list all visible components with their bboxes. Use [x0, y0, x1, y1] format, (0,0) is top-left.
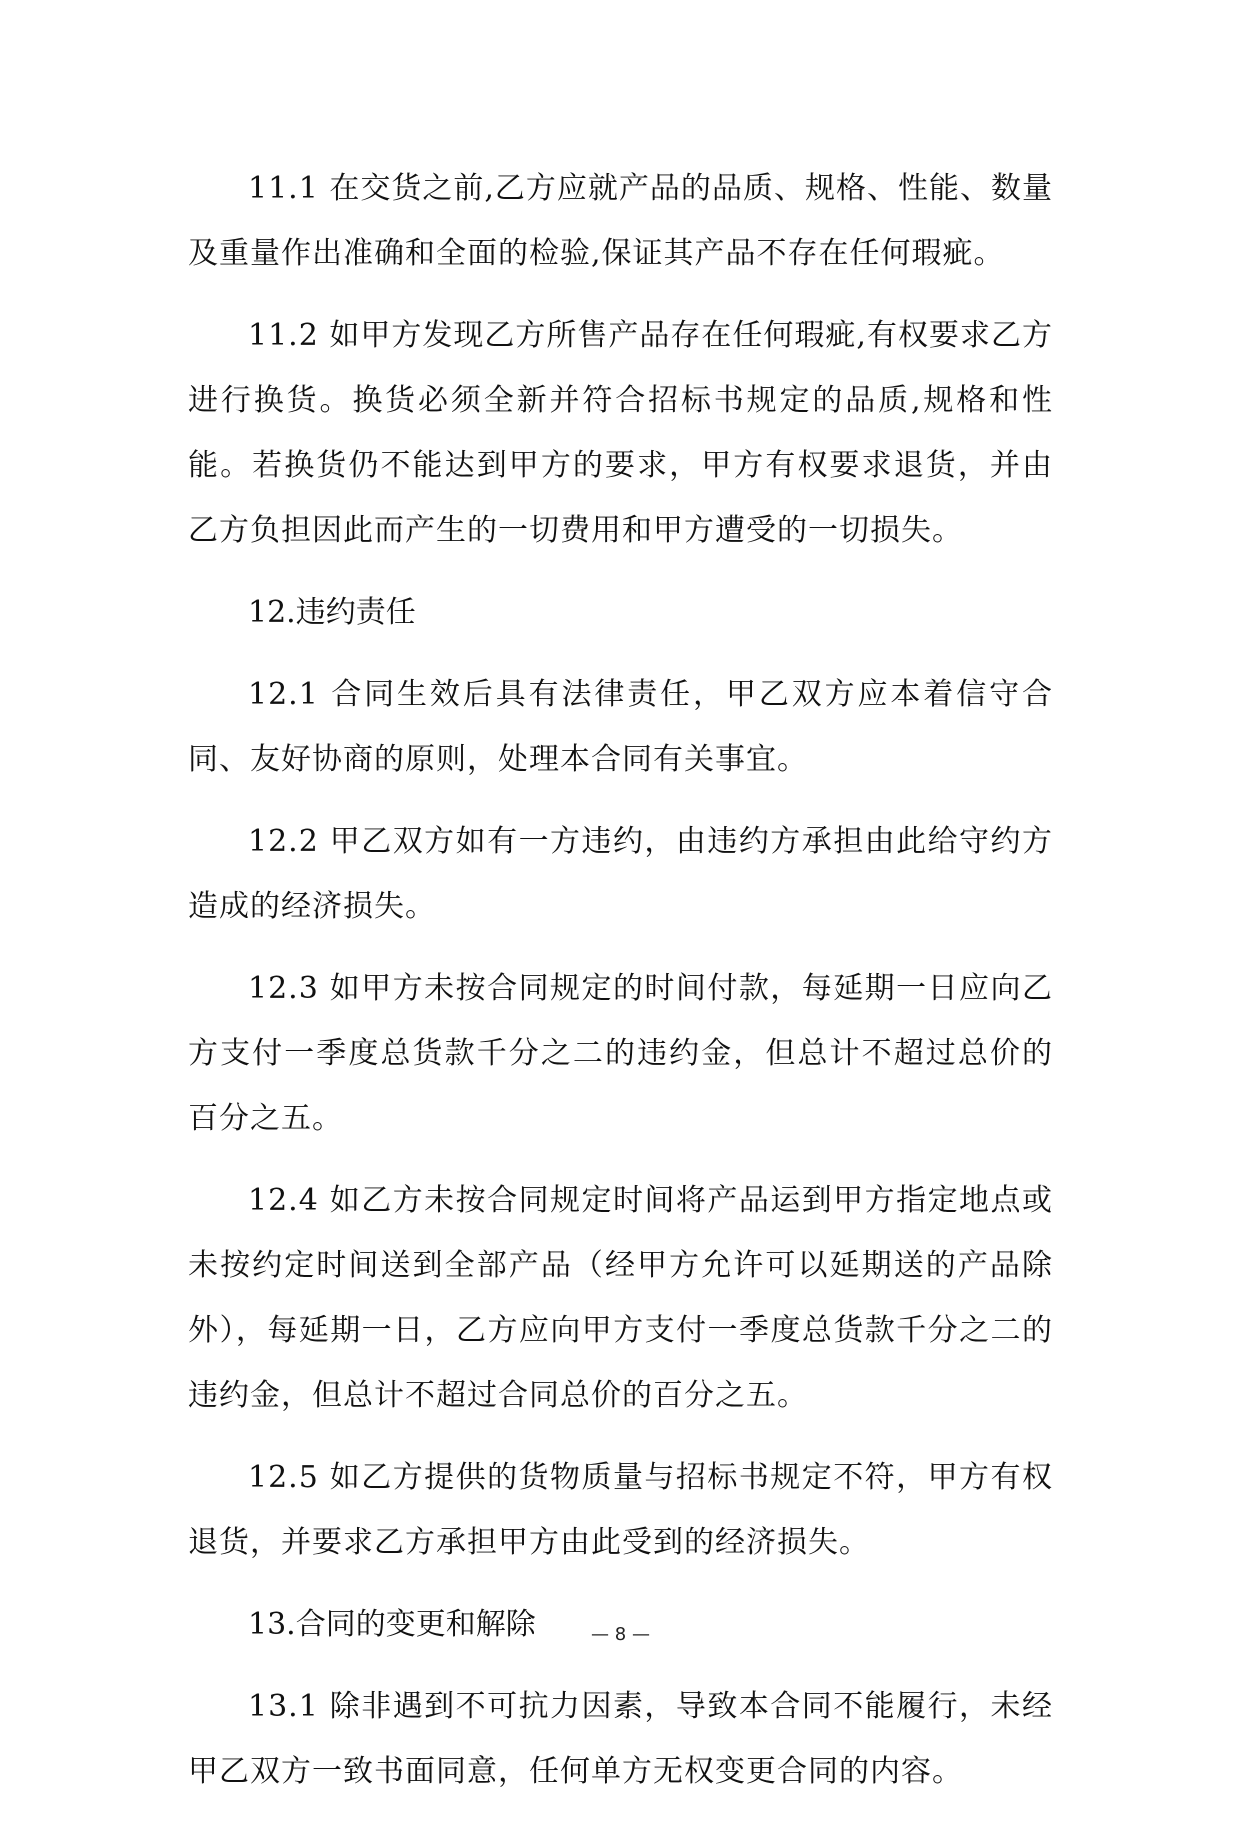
clause-11-1: 11.1 在交货之前,乙方应就产品的品质、规格、性能、数量及重量作出准确和全面的检验,保证其产品不存在任何瑕疵。: [188, 171, 1053, 271]
clause-12-4: 12.4 如乙方未按合同规定时间将产品运到甲方指定地点或未按约定时间送到全部产品（经甲方允许可以延期送的产品除外），每延期一日，乙方应向甲方支付一季度总货款千分之二的违约金，但总计不超过合同总价的百分之五。: [188, 1183, 1053, 1413]
section-heading-13: 13.合同的变更和解除: [248, 1607, 536, 1642]
clause-12-3: 12.3 如甲方未按合同规定的时间付款，每延期一日应向乙方支付一季度总货款千分之二的违约金，但总计不超过总价的百分之五。: [188, 971, 1053, 1136]
clause-12-2: 12.2 甲乙双方如有一方违约，由违约方承担由此给守约方造成的经济损失。: [188, 824, 1053, 924]
page-number: — 8 —: [591, 1624, 650, 1645]
section-heading-12: 12.违约责任: [248, 595, 416, 630]
clause-13-1: 13.1 除非遇到不可抗力因素，导致本合同不能履行，未经甲乙双方一致书面同意，任何单方无权变更合同的内容。: [188, 1689, 1053, 1789]
clause-12-5: 12.5 如乙方提供的货物质量与招标书规定不符，甲方有权退货，并要求乙方承担甲方由此受到的经济损失。: [188, 1460, 1053, 1560]
document-body: [188, 156, 1053, 1821]
clause-12-1: 12.1 合同生效后具有法律责任，甲乙双方应本着信守合同、友好协商的原则，处理本合同有关事宜。: [188, 677, 1053, 777]
clause-11-2: 11.2 如甲方发现乙方所售产品存在任何瑕疵,有权要求乙方进行换货。换货必须全新并符合招标书规定的品质,规格和性能。若换货仍不能达到甲方的要求，甲方有权要求退货，并由乙方负担因此而产生的一切费用和甲方遭受的一切损失。: [188, 318, 1053, 548]
